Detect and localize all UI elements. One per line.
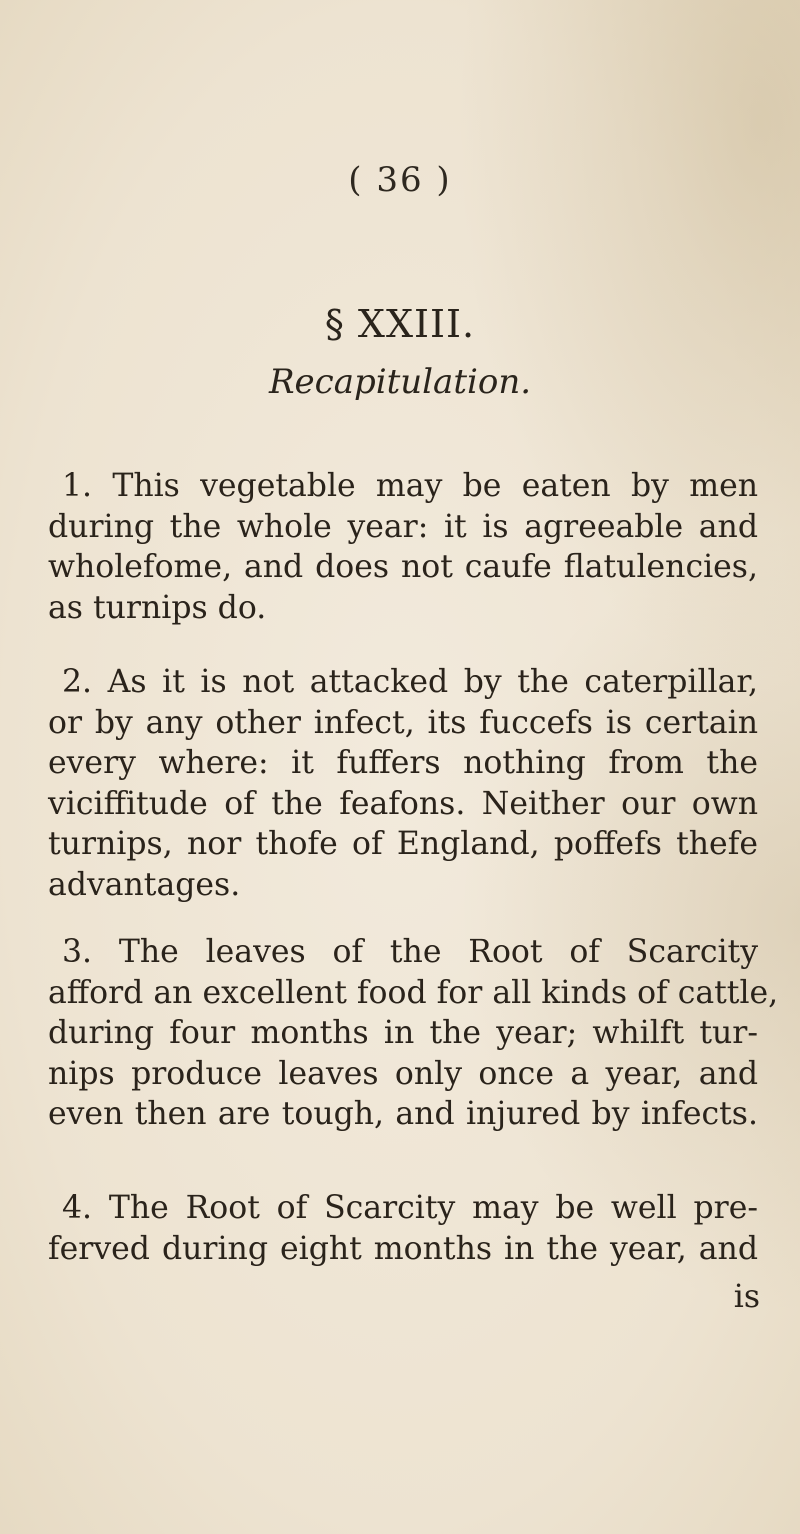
text-line: every where: it fuffers nothing from the <box>48 745 758 781</box>
text-line: or by any other infect, its fuccefs is certain <box>48 704 758 741</box>
text-line: even then are tough, and injured by infects. <box>48 1096 758 1132</box>
paragraph-1 <box>48 466 758 628</box>
text-line: during four months in the year; whilft tur- <box>48 1015 758 1051</box>
text-line: turnips, nor thofe of England, poffefs thefe <box>48 826 758 862</box>
text-line: during the whole year: it is agreeable and <box>48 508 758 545</box>
section-heading: § XXIII. <box>324 302 476 346</box>
text-line: nips produce leaves only once a year, and <box>48 1055 758 1092</box>
section-subtitle: Recapitulation. <box>268 362 532 402</box>
text-line: afford an excellent food for all kinds of cattle, <box>48 974 779 1011</box>
text-line: as turnips do. <box>48 589 267 626</box>
text-line: 4. The Root of Scarcity may be well pre- <box>62 1190 758 1226</box>
text-line: 1. This vegetable may be eaten by men <box>62 468 758 504</box>
paragraph-2 <box>48 662 758 905</box>
text-line: ferved during eight months in the year, and <box>48 1230 758 1267</box>
text-line: 2. As it is not attacked by the caterpillar, <box>62 664 758 700</box>
text-line: 3. The leaves of the Root of Scarcity <box>62 934 758 970</box>
text-line: viciffitude of the feafons. Neither our own <box>48 785 758 822</box>
catchword: is <box>733 1279 760 1315</box>
paragraph-3 <box>48 932 779 1135</box>
page-number: ( 36 ) <box>348 160 452 200</box>
text-line: advantages. <box>48 866 241 903</box>
paragraph-4 <box>48 1188 758 1269</box>
text-line: wholefome, and does not caufe flatulencies, <box>48 549 758 585</box>
